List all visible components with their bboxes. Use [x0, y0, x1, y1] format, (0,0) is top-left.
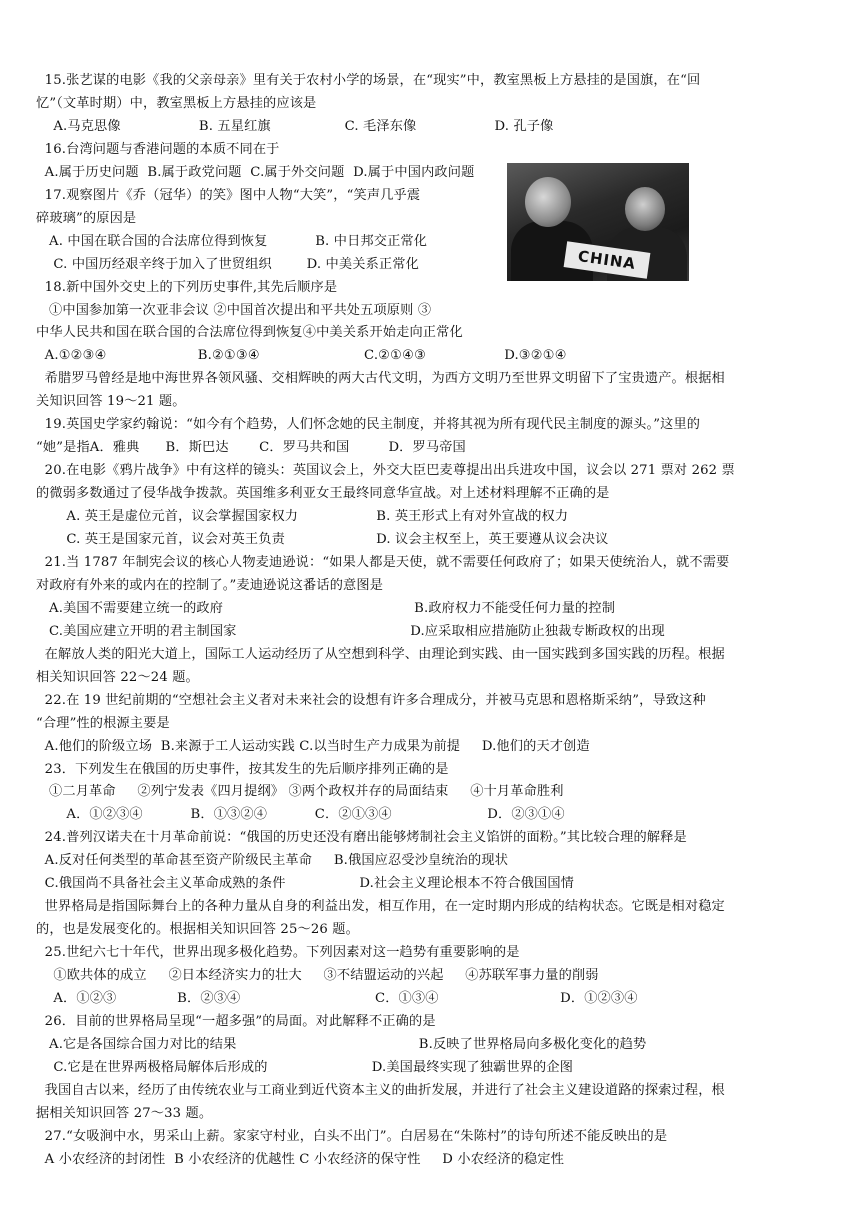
text-line: 希腊罗马曾经是地中海世界各领风骚、交相辉映的两大古代文明，为西方文明乃至世界文明留下了宝贵遗产。根据相: [36, 371, 725, 387]
text-line: 16.台湾问题与香港问题的本质不同在于: [36, 141, 280, 157]
photo-face-left: [525, 177, 571, 227]
text-line: A 小农经济的封闭性 B 小农经济的优越性 C 小农经济的保守性 D 小农经济的稳定性: [36, 1151, 565, 1167]
text-line: C.美国应建立开明的君主制国家 D.应采取相应措施防止独裁专断政权的出现: [36, 623, 665, 639]
china-nameplate: CHINA: [564, 241, 651, 278]
text-line: ①欧共体的成立 ②日本经济实力的壮大 ③不结盟运动的兴起 ④苏联军事力量的削弱: [36, 968, 599, 984]
text-line: ①中国参加第一次亚非会议 ②中国首次提出和平共处五项原则 ③: [36, 302, 432, 318]
text-line: 24.普列汉诺夫在十月革命前说：“俄国的历史还没有磨出能够烤制社会主义馅饼的面粉。”其比较合理的解释是: [36, 830, 687, 846]
text-line: 在解放人类的阳光大道上，国际工人运动经历了从空想到科学、由理论到实践、由一国实践到多国实践的历程。根据: [36, 646, 725, 662]
text-line: 我国自古以来，经历了由传统农业与工商业到近代资本主义的曲折发展，并进行了社会主义建设道路的探索过程，根: [36, 1082, 725, 1098]
text-line: A.美国不需要建立统一的政府 B.政府权力不能受任何力量的控制: [36, 600, 616, 616]
text-line: 对政府有外来的或内在的控制了。”麦迪逊说这番话的意图是: [36, 577, 384, 593]
text-line: C. 中国历经艰辛终于加入了世贸组织 D. 中美关系正常化: [36, 256, 419, 272]
text-line: 世界格局是指国际舞台上的各种力量从自身的利益出发，相互作用，在一定时期内形成的结构状态。它既是相对稳定: [36, 899, 725, 915]
text-line: A．①②③ B．②③④ C．①③④ D．①②③④: [36, 991, 638, 1006]
text-line: 关知识回答 19～21 题。: [36, 394, 186, 410]
text-line: 忆”（文革时期）中，教室黑板上方悬挂的应该是: [36, 95, 317, 111]
text-line: A. 中国在联合国的合法席位得到恢复 B. 中日邦交正常化: [36, 233, 428, 249]
text-line: A.他们的阶级立场 B.来源于工人运动实践 C.以当时生产力成果为前提 D.他们的天才创造: [36, 738, 590, 754]
text-line: A.反对任何类型的革命甚至资产阶级民主革命 B.俄国应忍受沙皇统治的现状: [36, 853, 509, 869]
text-line: A.①②③④ B.②①③④ C.②①④③ D.③②①④: [36, 348, 567, 364]
text-line: 19.英国史学家约翰说：“如今有个趋势，人们怀念她的民主制度，并将其视为所有现代民主制度的源头。”这里的: [36, 417, 701, 433]
text-line: 21.当 1787 年制宪会议的核心人物麦迪逊说：“如果人都是天使，就不需要任何政府了；如果天使统治人，就不需要: [36, 554, 730, 570]
text-line: C.它是在世界两极格局解体后形成的 D.美国最终实现了独霸世界的企图: [36, 1059, 574, 1075]
text-line: “合理”性的根源主要是: [36, 715, 170, 731]
text-line: A.它是各国综合国力对比的结果 B.反映了世界格局向多极化变化的趋势: [36, 1036, 647, 1052]
text-line: “她”是指A．雅典 B．斯巴达 C．罗马共和国 D．罗马帝国: [36, 440, 466, 456]
text-line: 碎玻璃”的原因是: [36, 210, 137, 226]
text-line: A.马克思像 B. 五星红旗 C. 毛泽东像 D. 孔子像: [36, 118, 554, 134]
text-line: A．①②③④ B．①③②④ C．②①③④ D．②③①④: [36, 807, 565, 823]
text-line: 15.张艺谋的电影《我的父亲母亲》里有关于农村小学的场景，在“现实”中，教室黑板上方悬挂的是国旗，在“回: [36, 73, 701, 88]
text-line: 23．下列发生在俄国的历史事件，按其发生的先后顺序排列正确的是: [36, 761, 449, 777]
text-line: A.属于历史问题 B.属于政党问题 C.属于外交问题 D.属于中国内政问题: [36, 164, 475, 180]
text-line: 17.观察图片《乔（冠华）的笑》图中人物“大笑”，“笑声几乎震: [36, 187, 421, 203]
text-line: ①二月革命 ②列宁发表《四月提纲》 ③两个政权并存的局面结束 ④十月革命胜利: [36, 784, 564, 800]
text-line: 27.“女吸涧中水，男采山上薪。家家守村业，白头不出门”。白居易在“朱陈村”的诗句所述不能反映出的是: [36, 1128, 668, 1144]
text-line: C.俄国尚不具备社会主义革命成熟的条件 D.社会主义理论根本不符合俄国国情: [36, 876, 574, 892]
text-line: A. 英王是虚位元首，议会掌握国家权力 B. 英王形式上有对外宣战的权力: [36, 509, 569, 525]
text-line: 的，也是发展变化的。根据相关知识回答 25～26 题。: [36, 922, 359, 938]
text-line: 的微弱多数通过了侵华战争拨款。英国维多利亚女王最终同意华宣战。对上述材料理解不正确的是: [36, 486, 610, 502]
text-line: 中华人民共和国在联合国的合法席位得到恢复④中美关系开始走向正常化: [36, 325, 463, 341]
photo-qiao-guanhua-laugh: [507, 163, 689, 281]
text-line: C. 英王是国家元首，议会对英王负责 D. 议会主权至上，英王要遵从议会决议: [36, 532, 609, 547]
text-line: 据相关知识回答 27～33 题。: [36, 1105, 213, 1121]
text-line: 18.新中国外交史上的下列历史事件,其先后顺序是: [36, 279, 338, 295]
photo-face-right: [625, 187, 665, 231]
text-line: 20.在电影《鸦片战争》中有这样的镜头：英国议会上，外交大臣巴麦尊提出出兵进攻中国，议会以 271 票对 262 票: [36, 463, 735, 479]
text-line: 26．目前的世界格局呈现“一超多强”的局面。对此解释不正确的是: [36, 1013, 436, 1029]
text-line: 相关知识回答 22～24 题。: [36, 669, 199, 685]
text-line: 22.在 19 世纪前期的“空想社会主义者对未来社会的设想有许多合理成分，并被马克思和恩格斯采纳”，导致这种: [36, 692, 706, 708]
text-line: 25.世纪六七十年代，世界出现多极化趋势。下列因素对这一趋势有重要影响的是: [36, 945, 520, 961]
